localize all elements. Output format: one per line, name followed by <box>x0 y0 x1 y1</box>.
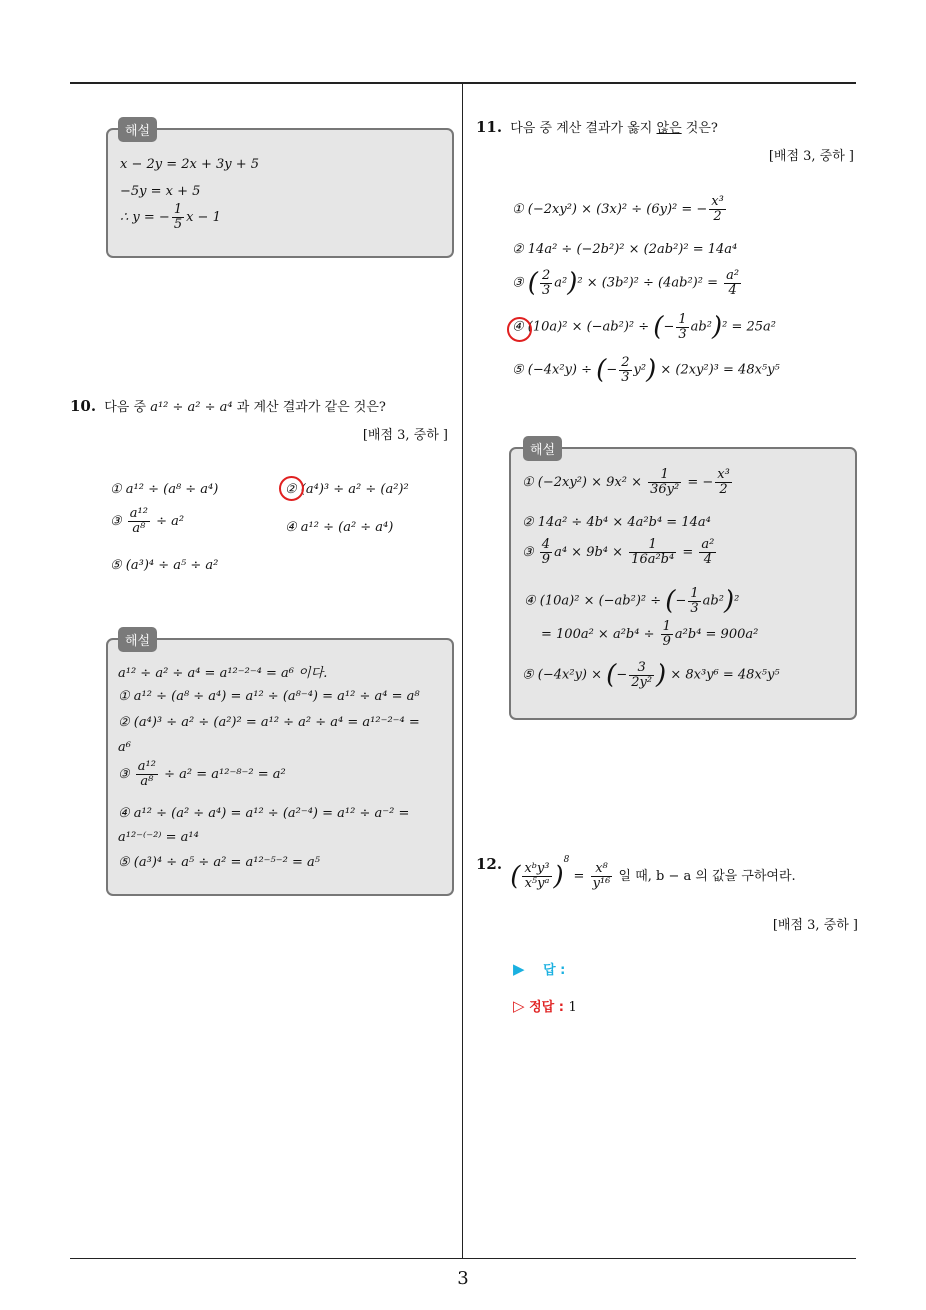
option-text: a² <box>554 275 568 291</box>
fraction-denominator: 3 <box>541 282 551 298</box>
fraction-denominator: 4 <box>703 552 713 567</box>
fraction <box>629 538 676 567</box>
solution-line-text: = <box>682 545 694 560</box>
question-number: 12. <box>476 855 503 873</box>
option-text: ² × (3b²)² ÷ (4ab²)² = <box>577 275 718 291</box>
paren-open: ( <box>510 861 521 892</box>
solution-line <box>118 760 286 789</box>
option-3[interactable] <box>110 507 184 536</box>
fraction <box>648 468 681 497</box>
option-2[interactable]: ② (a⁴)³ ÷ a² ÷ (a²)² <box>285 482 409 497</box>
fraction-denominator: 9 <box>541 552 551 567</box>
solution-line-text: a²b⁴ = 900a² <box>674 627 759 642</box>
column-divider <box>462 84 463 1259</box>
option-number: ③ <box>512 275 524 291</box>
question-text: 것은? <box>685 121 718 136</box>
option-5[interactable]: ⑤ (−4x²y) ÷ (− $\frac{2}{3}$ y²) × (2xy²)³ = 48x⁵y⁵ <box>512 354 780 385</box>
fraction-denominator: 3 <box>678 326 687 342</box>
solution-line: a¹²⁻⁽⁻²⁾ = a¹⁴ <box>118 830 199 845</box>
solution-line-text: ① (−2xy²) × 9x² × <box>522 475 642 490</box>
solution-tag: 해설 <box>523 436 562 461</box>
option-1[interactable] <box>512 195 728 224</box>
solution-tag: 해설 <box>118 117 157 142</box>
option-2[interactable]: ② 14a² ÷ (−2b²)² × (2ab²)² = 14a⁴ <box>512 242 738 257</box>
fraction <box>709 195 726 224</box>
paren-open: ( <box>653 312 664 342</box>
question-12 <box>476 855 796 892</box>
question-text: = <box>573 869 585 884</box>
fraction-denominator: y¹⁶ <box>592 876 611 891</box>
question-emphasis: 않은 <box>656 121 682 136</box>
fraction <box>715 468 732 497</box>
option-5[interactable]: ⑤ (a³)⁴ ÷ a⁵ ÷ a² <box>110 558 219 573</box>
solution-line-text: ④ (10a)² × (−ab²)² ÷ <box>524 593 662 609</box>
fraction <box>676 313 688 342</box>
fraction-denominator: 2 <box>713 209 722 224</box>
answer-label: 답 : <box>543 963 566 978</box>
fraction <box>688 587 700 616</box>
answer-mark-circle <box>507 317 532 342</box>
fraction <box>699 538 716 567</box>
page-number: 3 <box>457 1268 469 1289</box>
option-1[interactable]: ① a¹² ÷ (a⁸ ÷ a⁴) <box>110 482 219 497</box>
fraction-denominator: 3 <box>621 369 630 385</box>
option-4[interactable]: ④ (10a)² × (−ab²)² ÷ (− $\frac{1}{3}$ ab²)² = 25a² <box>512 311 776 342</box>
paren-open: ( <box>606 660 617 690</box>
paren-close: ) <box>656 660 667 690</box>
fraction-numerator: 1 <box>173 202 183 217</box>
paren-close: ) <box>646 355 657 385</box>
fraction-numerator: 1 <box>662 619 671 634</box>
solution-line: ⑤ (a³)⁴ ÷ a⁵ ÷ a² = a¹²⁻⁵⁻² = a⁵ <box>118 855 320 870</box>
fraction <box>591 862 613 891</box>
solution-line-text: a⁴ × 9b⁴ × <box>554 545 624 560</box>
fraction-numerator: 3 <box>629 661 654 676</box>
fraction-denominator: 2y² <box>631 674 653 690</box>
solution-line <box>522 468 734 497</box>
solution-line: a⁶ <box>118 740 131 755</box>
fraction-numerator: x³ <box>711 194 724 209</box>
solution-line: −5y = x + 5 <box>120 184 201 199</box>
question-meta: [배점 3, 중하 ] <box>768 149 854 164</box>
fraction-denominator: 5 <box>173 217 183 232</box>
paren-close: ) <box>723 586 735 616</box>
fraction-numerator: 1 <box>678 311 687 327</box>
play-icon: ▶ <box>513 960 525 978</box>
fraction-numerator: x³ <box>717 467 730 482</box>
fraction-numerator: 2 <box>621 354 630 370</box>
solution-line: ② 14a² ÷ 4b⁴ × 4a²b⁴ = 14a⁴ <box>522 515 711 530</box>
fraction-numerator: 1 <box>690 585 699 601</box>
fraction-numerator: a¹² <box>129 506 148 521</box>
question-number: 11. <box>476 118 503 136</box>
fraction <box>522 862 551 891</box>
paren-open: ( <box>665 586 676 616</box>
paren-close: ) <box>711 312 723 342</box>
question-number: 10. <box>70 397 97 415</box>
solution-line-suffix: x − 1 <box>186 210 221 225</box>
fraction-denominator: 16a²b⁴ <box>631 552 675 567</box>
question-10 <box>70 396 386 415</box>
paren-open: ( <box>527 268 538 298</box>
paren-open: ( <box>596 355 607 385</box>
option-text: y² <box>633 362 647 378</box>
fraction <box>172 203 184 232</box>
fraction-denominator: 36y² <box>650 482 680 497</box>
solution-line-text: ² <box>734 593 740 609</box>
solution-line <box>541 620 758 649</box>
answer-mark-circle <box>279 476 304 501</box>
solution-line-text: ⑤ (−4x²y) × <box>522 667 603 683</box>
fraction-numerator: 1 <box>648 468 681 483</box>
fraction <box>619 356 631 385</box>
solution-line: ④ a¹² ÷ (a² ÷ a⁴) = a¹² ÷ (a²⁻⁴) = a¹² ÷ a⁻² = <box>118 806 410 821</box>
option-3[interactable] <box>512 268 743 298</box>
solution-line <box>120 203 221 232</box>
fraction-denominator: a⁸ <box>132 521 146 536</box>
fraction-numerator: 1 <box>629 538 676 553</box>
solution-line: a¹² ÷ a² ÷ a⁴ = a¹²⁻²⁻⁴ = a⁶ 이다. <box>118 666 328 681</box>
solution-line-text: ab² <box>702 593 724 609</box>
option-number: ③ <box>522 545 534 560</box>
option-number: ③ <box>110 514 122 529</box>
footer-rule <box>70 1258 856 1259</box>
fraction-denominator: a⁸ <box>140 774 154 789</box>
question-meta: [배점 3, 중하 ] <box>362 428 448 443</box>
option-number: ③ <box>118 767 130 782</box>
option-4[interactable]: ④ a¹² ÷ (a² ÷ a⁴) <box>285 520 394 535</box>
fraction <box>724 269 741 298</box>
solution-line-text: = − <box>687 475 714 490</box>
fraction-numerator: 2 <box>541 267 551 283</box>
fraction-denominator: x⁵yᵃ <box>524 876 550 891</box>
option-text: ④ (10a)² × (−ab²)² ÷ <box>512 319 650 335</box>
option-text: ① (−2xy²) × (3x)² ÷ (6y)² = − <box>512 202 708 217</box>
solution-line: ① a¹² ÷ (a⁸ ÷ a⁴) = a¹² ÷ (a⁸⁻⁴) = a¹² ÷ a⁴ = a⁸ <box>118 689 420 704</box>
fraction-numerator: x⁸ <box>591 862 613 877</box>
exponent: 8 <box>563 855 570 865</box>
option-text: ⑤ (−4x²y) ÷ <box>512 362 593 378</box>
question-text: 과 계산 결과가 같은 것은? <box>236 400 386 415</box>
fraction-numerator: 4 <box>541 537 551 552</box>
question-meta: [배점 3, 중하 ] <box>772 918 858 933</box>
question-11 <box>476 117 718 136</box>
fraction-numerator: a¹² <box>137 759 156 774</box>
correct-answer-row <box>513 996 577 1015</box>
paren-close: ) <box>553 861 564 892</box>
solution-line-text: = 100a² × a²b⁴ ÷ <box>541 627 655 642</box>
question-text: 다음 중 계산 결과가 옳지 <box>510 121 653 136</box>
fraction-denominator: 2 <box>719 482 728 497</box>
correct-label: 정답 : <box>529 1000 564 1015</box>
fraction-numerator: a² <box>726 267 740 283</box>
solution-line: ⑤ (−4x²y) × (− $\frac{3}{\text{2y²}}$ ) × 8x³y⁶ = 48x⁵y⁵ <box>522 659 780 690</box>
solution-line-prefix: ∴ y = − <box>120 210 170 225</box>
header-rule <box>70 82 856 84</box>
fraction-denominator: 3 <box>690 600 699 616</box>
solution-line: x − 2y = 2x + 3y + 5 <box>120 157 260 172</box>
fraction <box>540 538 552 567</box>
solution-line: ④ (10a)² × (−ab²)² ÷ (− $\frac{1}{3}$ ab²)² <box>524 585 740 616</box>
solution-line-text: × 8x³y⁶ = 48x⁵y⁵ <box>670 667 780 683</box>
fraction <box>128 507 150 536</box>
fraction <box>540 269 552 298</box>
question-text: 다음 중 <box>104 400 147 415</box>
option-text: ÷ a² <box>156 514 185 529</box>
answer-row[interactable] <box>513 959 565 978</box>
question-text: 일 때, b − a 의 값을 구하여라. <box>618 869 796 884</box>
option-text: ab² <box>690 319 712 335</box>
play-outline-icon: ▷ <box>513 997 525 1015</box>
fraction <box>136 760 158 789</box>
question-expression: a¹² ÷ a² ÷ a⁴ <box>150 400 233 415</box>
solution-line-text: ÷ a² = a¹²⁻⁸⁻² = a² <box>164 767 286 782</box>
option-text: ² = 25a² <box>722 319 776 335</box>
paren-close: ) <box>567 268 578 298</box>
fraction-denominator: 4 <box>728 282 737 298</box>
fraction-numerator: xᵇy³ <box>524 861 550 876</box>
fraction <box>629 661 654 690</box>
solution-line: ② (a⁴)³ ÷ a² ÷ (a²)² = a¹² ÷ a² ÷ a⁴ = a¹²⁻²⁻⁴ = <box>118 715 420 730</box>
fraction-denominator: 9 <box>662 634 671 649</box>
solution-line <box>522 538 718 567</box>
option-text: × (2xy²)³ = 48x⁵y⁵ <box>660 362 780 378</box>
fraction <box>661 620 673 649</box>
fraction-numerator: a² <box>701 537 715 552</box>
correct-value: 1 <box>568 1000 577 1015</box>
solution-tag: 해설 <box>118 627 157 652</box>
